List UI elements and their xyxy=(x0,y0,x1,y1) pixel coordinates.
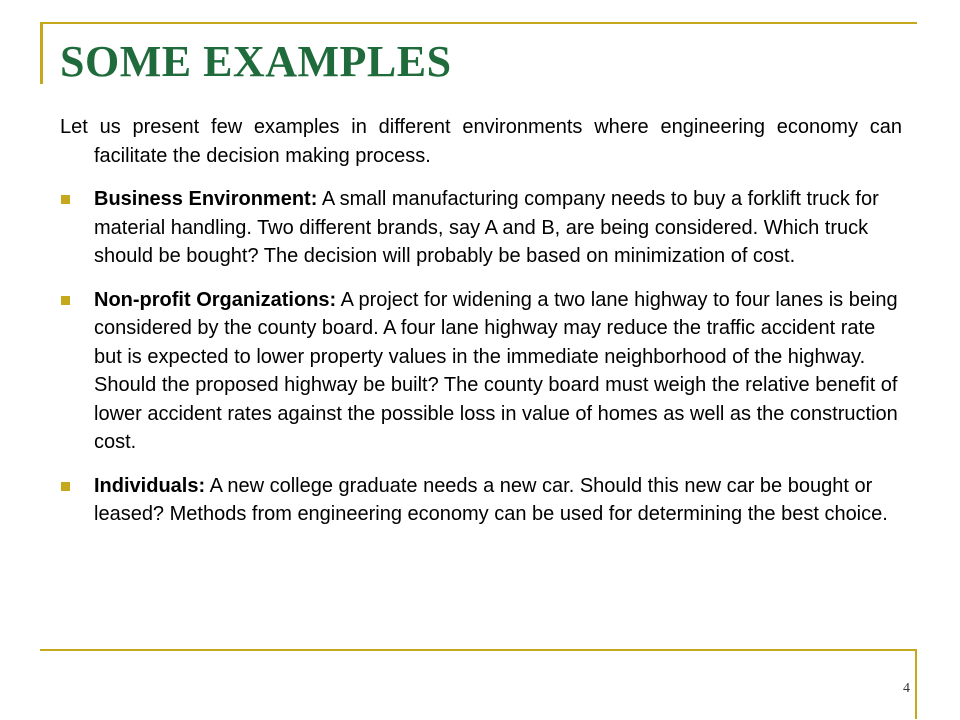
slide-title: SOME EXAMPLES xyxy=(60,37,452,86)
example-term: Business Environment: xyxy=(94,188,318,210)
page-number: 4 xyxy=(903,681,910,696)
intro-paragraph: Let us present few examples in different environments where engineering economy can facilitate the decision making process. xyxy=(60,116,902,167)
example-business xyxy=(60,185,902,271)
square-bullet-icon xyxy=(61,296,70,305)
example-term: Non-profit Organizations: xyxy=(94,288,337,311)
frame-right-rule xyxy=(915,649,917,719)
example-term: Individuals: xyxy=(94,474,206,497)
frame-top-rule xyxy=(40,22,917,24)
square-bullet-icon xyxy=(61,195,70,204)
example-non-profit xyxy=(60,286,902,457)
example-individuals xyxy=(60,472,902,529)
square-bullet-icon xyxy=(61,482,70,491)
example-text: A small manufacturing company needs to buy a forklift truck for material handling. Two different brands, say A and B, are being considered. Which truck should be bought? The decision will probably be based on minimization of cost. xyxy=(94,188,879,267)
example-text: A project for widening a two lane highway to four lanes is being considered by the county board. A four lane highway may reduce the traffic accident rate but is expected to lower property values in the immediate neighborhood of the highway. Should the proposed highway be built? The county board must weigh the relative benefit of lower accident rates against the possible loss in value of homes as well as the construction cost. xyxy=(94,288,898,453)
examples-list xyxy=(60,185,902,529)
frame-left-rule xyxy=(40,22,43,84)
frame-bottom-rule xyxy=(40,649,917,651)
slide-body xyxy=(60,113,902,544)
example-text: A new college graduate needs a new car. Should this new car be bought or leased? Methods from engineering economy can be used for determining the best choice. xyxy=(94,474,888,525)
